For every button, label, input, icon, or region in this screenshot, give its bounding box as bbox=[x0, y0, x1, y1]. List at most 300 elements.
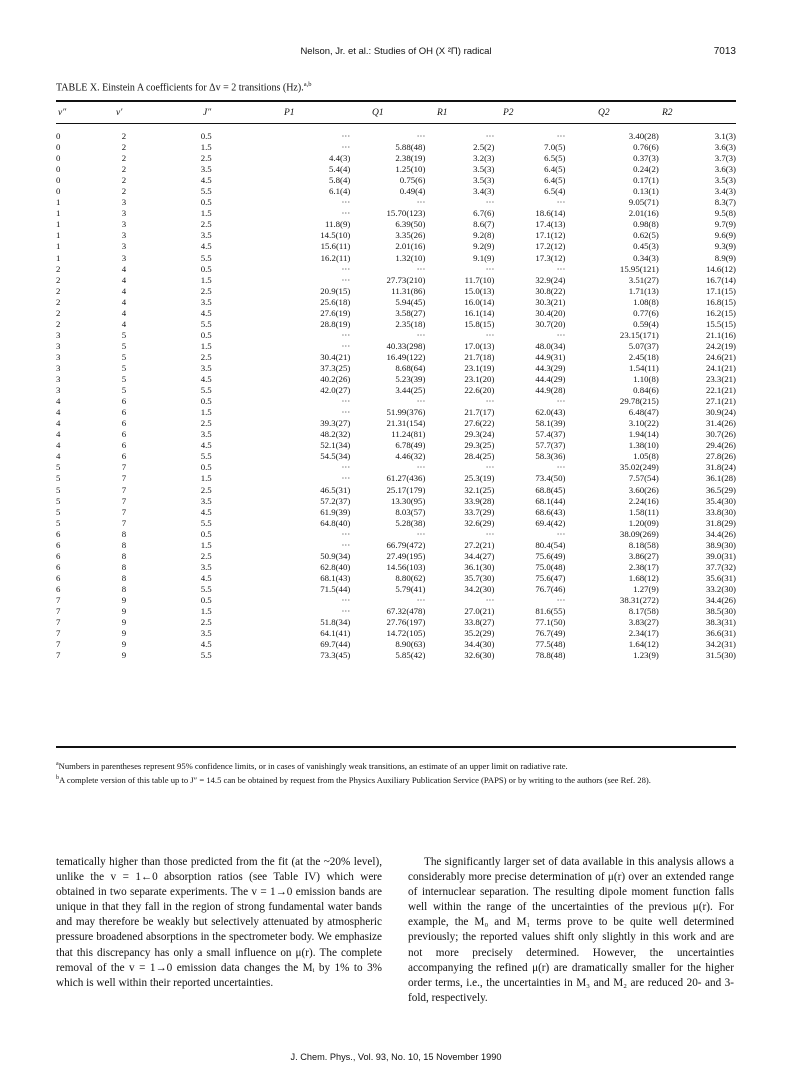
cell-p2: 6.5(4) bbox=[544, 186, 566, 197]
cell-q1: 8.80(62) bbox=[395, 572, 426, 583]
cell-j: 2.5 bbox=[200, 153, 212, 164]
cell-q2: 2.45(18) bbox=[628, 351, 659, 362]
cell-q2: 1.68(12) bbox=[628, 572, 659, 583]
cell-j: 3.5 bbox=[200, 429, 212, 440]
cell-v-upper: 3 bbox=[121, 208, 127, 219]
cell-q1: 16.49(122) bbox=[386, 351, 426, 362]
cell-q1: 5.94(45) bbox=[395, 296, 426, 307]
cell-j: 1.5 bbox=[200, 606, 212, 617]
cell-r2: 16.8(15) bbox=[705, 296, 736, 307]
cell-v-upper: 4 bbox=[121, 307, 127, 318]
cell-p2: 44.9(31) bbox=[535, 351, 566, 362]
cell-p2: 69.4(42) bbox=[535, 517, 566, 528]
cell-q1: 14.72(105) bbox=[386, 628, 426, 639]
cell-r1: 29.3(25) bbox=[464, 440, 495, 451]
cell-v-lower: 2 bbox=[56, 274, 61, 285]
cell-p2: 75.6(47) bbox=[535, 572, 566, 583]
cell-q1: 27.73(210) bbox=[386, 274, 426, 285]
cell-v-upper: 2 bbox=[121, 131, 127, 141]
cell-p1: 14.5(10) bbox=[320, 230, 351, 241]
cell-j: 4.5 bbox=[200, 639, 212, 650]
col-header-r2: R2 bbox=[662, 108, 673, 118]
cell-q1: 21.31(154) bbox=[386, 418, 426, 429]
cell-r1: 3.2(3) bbox=[473, 153, 495, 164]
table-row bbox=[56, 208, 736, 219]
cell-r2: 36.1(28) bbox=[705, 473, 736, 484]
cell-p2: 62.0(43) bbox=[535, 407, 566, 418]
cell-v-lower: 0 bbox=[56, 164, 61, 175]
table-title-footnote-marks: a,b bbox=[303, 81, 312, 88]
cell-v-upper: 9 bbox=[121, 650, 127, 661]
cell-j: 5.5 bbox=[200, 650, 212, 661]
cell-p1: 5.4(4) bbox=[329, 164, 351, 175]
cell-r1: 6.7(6) bbox=[473, 208, 495, 219]
cell-v-upper: 5 bbox=[121, 340, 127, 351]
table-row bbox=[56, 451, 736, 462]
cell-r2: 38.9(30) bbox=[705, 539, 736, 550]
cell-v-lower: 0 bbox=[56, 131, 61, 141]
cell-p2: 76.7(46) bbox=[535, 583, 566, 594]
cell-r1: ··· bbox=[485, 197, 495, 208]
table-row bbox=[56, 606, 736, 617]
col-header-q1: Q1 bbox=[372, 108, 384, 118]
cell-j: 3.5 bbox=[200, 230, 212, 241]
cell-q1: 27.49(195) bbox=[386, 550, 426, 561]
cell-q1: ··· bbox=[416, 131, 426, 141]
cell-q2: 35.02(249) bbox=[619, 462, 659, 473]
cell-p1: ··· bbox=[341, 197, 351, 208]
col-header-p2: P2 bbox=[503, 108, 514, 118]
cell-p2: 32.9(24) bbox=[535, 274, 566, 285]
cell-v-lower: 4 bbox=[56, 429, 61, 440]
cell-r1: 9.2(8) bbox=[473, 230, 495, 241]
cell-r1: 15.8(15) bbox=[464, 318, 495, 329]
cell-p2: ··· bbox=[556, 462, 566, 473]
cell-q1: 0.75(6) bbox=[399, 175, 426, 186]
cell-q2: 1.64(12) bbox=[628, 639, 659, 650]
table-row bbox=[56, 418, 736, 429]
cell-q1: 2.35(18) bbox=[395, 318, 426, 329]
table-row bbox=[56, 407, 736, 418]
cell-r1: 36.1(30) bbox=[464, 561, 495, 572]
cell-p1: ··· bbox=[341, 340, 351, 351]
cell-q2: 0.76(6) bbox=[633, 142, 659, 153]
cell-p1: ··· bbox=[341, 263, 351, 274]
cell-q1: 8.68(64) bbox=[395, 362, 426, 373]
cell-r2: 9.3(9) bbox=[714, 241, 736, 252]
cell-r2: 31.4(26) bbox=[705, 418, 736, 429]
cell-r1: 23.1(19) bbox=[464, 362, 495, 373]
cell-q2: 0.59(4) bbox=[633, 318, 659, 329]
cell-v-upper: 2 bbox=[121, 142, 127, 153]
cell-j: 0.5 bbox=[200, 462, 212, 473]
cell-r2: 38.5(30) bbox=[705, 606, 736, 617]
cell-v-lower: 5 bbox=[56, 506, 61, 517]
cell-v-upper: 2 bbox=[121, 164, 127, 175]
cell-v-upper: 7 bbox=[121, 484, 127, 495]
cell-p1: 57.2(37) bbox=[320, 495, 351, 506]
cell-v-upper: 3 bbox=[121, 241, 127, 252]
cell-q2: 1.54(11) bbox=[629, 362, 659, 373]
footnote-a bbox=[56, 758, 736, 772]
cell-j: 2.5 bbox=[200, 617, 212, 628]
cell-p1: 61.9(39) bbox=[320, 506, 351, 517]
cell-v-upper: 4 bbox=[121, 274, 127, 285]
cell-q2: 2.38(17) bbox=[628, 561, 659, 572]
cell-r2: 33.8(30) bbox=[705, 506, 736, 517]
cell-p2: 44.4(29) bbox=[535, 374, 566, 385]
cell-j: 4.5 bbox=[200, 241, 212, 252]
cell-q2: 15.95(121) bbox=[619, 263, 659, 274]
cell-q2: 9.05(71) bbox=[628, 197, 659, 208]
cell-q2: 0.13(1) bbox=[633, 186, 659, 197]
cell-p2: 75.6(49) bbox=[535, 550, 566, 561]
cell-r1: 16.0(14) bbox=[464, 296, 495, 307]
cell-r2: 16.2(15) bbox=[705, 307, 736, 318]
cell-v-upper: 6 bbox=[121, 418, 127, 429]
cell-q2: 1.71(13) bbox=[628, 285, 659, 296]
cell-j: 2.5 bbox=[200, 351, 212, 362]
cell-v-lower: 7 bbox=[56, 594, 61, 605]
cell-q1: ··· bbox=[416, 396, 426, 407]
cell-p2: 30.4(20) bbox=[535, 307, 566, 318]
table-row bbox=[56, 573, 736, 584]
table-row bbox=[56, 230, 736, 241]
cell-q1: 25.17(179) bbox=[386, 484, 426, 495]
table-row bbox=[56, 330, 736, 341]
cell-q1: 13.30(95) bbox=[390, 495, 426, 506]
table-row bbox=[56, 363, 736, 374]
table-row bbox=[56, 551, 736, 562]
table-row bbox=[56, 485, 736, 496]
cell-r1: ··· bbox=[485, 329, 495, 340]
cell-q1: 1.32(10) bbox=[395, 252, 426, 263]
cell-q2: 0.62(5) bbox=[633, 230, 659, 241]
cell-v-upper: 7 bbox=[121, 495, 127, 506]
cell-p1: ··· bbox=[341, 329, 351, 340]
cell-j: 3.5 bbox=[200, 362, 212, 373]
footnote-a-mark: a bbox=[56, 761, 59, 767]
cell-j: 4.5 bbox=[200, 175, 212, 186]
cell-v-upper: 9 bbox=[121, 639, 127, 650]
cell-j: 5.5 bbox=[200, 583, 212, 594]
cell-v-upper: 4 bbox=[121, 296, 127, 307]
table-row bbox=[56, 462, 736, 473]
cell-j: 3.5 bbox=[200, 628, 212, 639]
cell-v-lower: 0 bbox=[56, 175, 61, 186]
cell-j: 5.5 bbox=[200, 517, 212, 528]
table-title-text: TABLE X. Einstein A coefficients for Δv = 2 transitions (Hz). bbox=[56, 82, 304, 94]
cell-r1: ··· bbox=[485, 594, 495, 605]
cell-v-lower: 0 bbox=[56, 142, 61, 153]
col-header-v-upper: v′ bbox=[116, 108, 123, 118]
cell-v-lower: 5 bbox=[56, 495, 61, 506]
cell-p1: 50.9(34) bbox=[320, 550, 351, 561]
col-header-q2: Q2 bbox=[598, 108, 610, 118]
cell-q2: 5.07(37) bbox=[628, 340, 659, 351]
cell-q1: 66.79(472) bbox=[386, 539, 426, 550]
cell-v-upper: 3 bbox=[121, 230, 127, 241]
cell-v-lower: 3 bbox=[56, 385, 61, 396]
cell-v-lower: 1 bbox=[56, 219, 61, 230]
cell-v-lower: 2 bbox=[56, 296, 61, 307]
cell-r2: 15.5(15) bbox=[705, 318, 736, 329]
cell-r2: 8.3(7) bbox=[714, 197, 736, 208]
cell-q2: 1.23(9) bbox=[633, 650, 659, 661]
cell-v-upper: 2 bbox=[121, 153, 127, 164]
cell-q1: 5.85(42) bbox=[395, 650, 426, 661]
cell-j: 5.5 bbox=[200, 385, 212, 396]
cell-p1: 27.6(19) bbox=[320, 307, 351, 318]
cell-p1: ··· bbox=[341, 396, 351, 407]
table-row bbox=[56, 219, 736, 230]
cell-p2: 30.7(20) bbox=[535, 318, 566, 329]
cell-v-lower: 5 bbox=[56, 473, 61, 484]
cell-q1: 40.33(298) bbox=[386, 340, 426, 351]
journal-footer: J. Chem. Phys., Vol. 93, No. 10, 15 November 1990 bbox=[290, 1052, 502, 1062]
cell-j: 0.5 bbox=[200, 594, 212, 605]
cell-j: 4.5 bbox=[200, 440, 212, 451]
cell-p1: 11.8(9) bbox=[324, 219, 351, 230]
cell-p2: ··· bbox=[556, 594, 566, 605]
cell-q1: 51.99(376) bbox=[386, 407, 426, 418]
cell-v-lower: 6 bbox=[56, 583, 61, 594]
cell-v-lower: 3 bbox=[56, 351, 61, 362]
cell-q2: 0.17(1) bbox=[633, 175, 659, 186]
cell-p1: ··· bbox=[341, 462, 351, 473]
cell-r2: 23.3(21) bbox=[705, 374, 736, 385]
cell-j: 5.5 bbox=[200, 252, 212, 263]
table-body bbox=[56, 131, 736, 661]
cell-r1: 23.1(20) bbox=[464, 374, 495, 385]
cell-j: 5.5 bbox=[200, 318, 212, 329]
cell-p2: ··· bbox=[556, 396, 566, 407]
cell-v-upper: 8 bbox=[121, 572, 127, 583]
cell-q2: 1.05(8) bbox=[633, 451, 659, 462]
cell-v-lower: 5 bbox=[56, 484, 61, 495]
cell-r1: 33.9(28) bbox=[464, 495, 495, 506]
cell-j: 3.5 bbox=[200, 164, 212, 175]
cell-v-lower: 1 bbox=[56, 241, 61, 252]
cell-j: 1.5 bbox=[200, 208, 212, 219]
table-row bbox=[56, 297, 736, 308]
cell-r1: ··· bbox=[485, 528, 495, 539]
col-header-r1: R1 bbox=[437, 108, 448, 118]
cell-v-lower: 7 bbox=[56, 650, 61, 661]
cell-r2: 30.7(26) bbox=[705, 429, 736, 440]
cell-q2: 1.27(9) bbox=[633, 583, 659, 594]
table-row bbox=[56, 341, 736, 352]
cell-p1: 64.1(41) bbox=[320, 628, 351, 639]
cell-r2: 3.4(3) bbox=[714, 186, 736, 197]
cell-r1: 17.0(13) bbox=[464, 340, 495, 351]
cell-p1: ··· bbox=[341, 528, 351, 539]
cell-q2: 23.15(171) bbox=[619, 329, 659, 340]
cell-q2: 1.08(8) bbox=[633, 296, 659, 307]
cell-r1: ··· bbox=[485, 131, 495, 141]
cell-r1: 29.3(24) bbox=[464, 429, 495, 440]
cell-q2: 3.40(28) bbox=[628, 131, 659, 141]
table-row bbox=[56, 496, 736, 507]
col-header-p1: P1 bbox=[284, 108, 295, 118]
running-head bbox=[56, 46, 736, 60]
cell-v-upper: 6 bbox=[121, 429, 127, 440]
cell-p1: 54.5(34) bbox=[320, 451, 351, 462]
table-row bbox=[56, 253, 736, 264]
cell-r1: 27.6(22) bbox=[464, 418, 495, 429]
cell-p2: 44.3(29) bbox=[535, 362, 566, 373]
table-row bbox=[56, 385, 736, 396]
cell-r1: 33.7(29) bbox=[464, 506, 495, 517]
table-row bbox=[56, 142, 736, 153]
footnote-a-text: Numbers in parentheses represent 95% confidence limits, or in cases of vanishingly weak transitions, an estimate of an upper limit on radiative rate. bbox=[58, 760, 568, 771]
cell-q1: 5.88(48) bbox=[395, 142, 426, 153]
cell-p2: 58.1(39) bbox=[535, 418, 566, 429]
cell-r1: 9.2(9) bbox=[473, 241, 495, 252]
cell-p1: 40.2(26) bbox=[320, 374, 351, 385]
cell-v-upper: 5 bbox=[121, 374, 127, 385]
cell-j: 4.5 bbox=[200, 572, 212, 583]
cell-r1: 32.6(29) bbox=[464, 517, 495, 528]
cell-q1: 1.25(10) bbox=[395, 164, 426, 175]
cell-q1: 6.78(49) bbox=[395, 440, 426, 451]
cell-p1: 37.3(25) bbox=[320, 362, 351, 373]
cell-v-lower: 7 bbox=[56, 639, 61, 650]
cell-j: 5.5 bbox=[200, 186, 212, 197]
cell-q1: 5.23(39) bbox=[395, 374, 426, 385]
cell-q2: 1.58(11) bbox=[629, 506, 659, 517]
cell-j: 1.5 bbox=[200, 340, 212, 351]
cell-p2: ··· bbox=[556, 263, 566, 274]
cell-r1: 32.6(30) bbox=[464, 650, 495, 661]
cell-v-upper: 8 bbox=[121, 550, 127, 561]
cell-r2: 9.6(9) bbox=[714, 230, 736, 241]
cell-p1: 20.9(15) bbox=[320, 285, 351, 296]
body-column-right bbox=[408, 855, 734, 1006]
cell-p1: 68.1(43) bbox=[320, 572, 351, 583]
cell-v-upper: 6 bbox=[121, 407, 127, 418]
col-header-v-lower: v″ bbox=[58, 108, 67, 118]
cell-r2: 36.5(29) bbox=[705, 484, 736, 495]
cell-q1: 5.79(41) bbox=[395, 583, 426, 594]
cell-p2: 78.8(48) bbox=[535, 650, 566, 661]
cell-p1: 46.5(31) bbox=[320, 484, 351, 495]
cell-r1: 3.5(3) bbox=[473, 175, 495, 186]
cell-q1: 27.76(197) bbox=[386, 617, 426, 628]
cell-q2: 3.83(27) bbox=[628, 617, 659, 628]
cell-v-upper: 3 bbox=[121, 219, 127, 230]
table-row bbox=[56, 584, 736, 595]
cell-p2: 6.4(5) bbox=[544, 164, 566, 175]
table-row bbox=[56, 241, 736, 252]
table-bottom-rule bbox=[56, 746, 736, 748]
cell-p2: 48.0(34) bbox=[535, 340, 566, 351]
table-row bbox=[56, 639, 736, 650]
cell-v-upper: 8 bbox=[121, 583, 127, 594]
cell-r1: 11.7(10) bbox=[464, 274, 495, 285]
cell-j: 1.5 bbox=[200, 539, 212, 550]
cell-p1: 73.3(45) bbox=[320, 650, 351, 661]
cell-r2: 34.4(26) bbox=[705, 528, 736, 539]
cell-q2: 0.45(3) bbox=[633, 241, 659, 252]
cell-q1: 6.39(50) bbox=[395, 219, 426, 230]
cell-j: 2.5 bbox=[200, 219, 212, 230]
cell-j: 4.5 bbox=[200, 374, 212, 385]
cell-v-upper: 9 bbox=[121, 606, 127, 617]
cell-p1: 4.4(3) bbox=[329, 153, 351, 164]
cell-p2: 57.7(37) bbox=[535, 440, 566, 451]
cell-p2: 30.8(22) bbox=[535, 285, 566, 296]
cell-q2: 1.20(09) bbox=[628, 517, 659, 528]
table-header-rule bbox=[56, 123, 736, 124]
cell-q1: 3.58(27) bbox=[395, 307, 426, 318]
cell-q2: 1.38(10) bbox=[628, 440, 659, 451]
cell-p1: 6.1(4) bbox=[329, 186, 351, 197]
cell-q2: 1.94(14) bbox=[628, 429, 659, 440]
cell-r1: ··· bbox=[485, 396, 495, 407]
cell-v-lower: 2 bbox=[56, 318, 61, 329]
cell-p1: 62.8(40) bbox=[320, 561, 351, 572]
cell-p1: 42.0(27) bbox=[320, 385, 351, 396]
cell-v-lower: 6 bbox=[56, 528, 61, 539]
cell-j: 4.5 bbox=[200, 307, 212, 318]
cell-v-upper: 5 bbox=[121, 351, 127, 362]
cell-v-lower: 4 bbox=[56, 418, 61, 429]
cell-p1: 28.8(19) bbox=[320, 318, 351, 329]
cell-r1: 9.1(9) bbox=[473, 252, 495, 263]
table-row bbox=[56, 473, 736, 484]
cell-p1: 15.6(11) bbox=[320, 241, 351, 252]
table-row bbox=[56, 540, 736, 551]
table-row bbox=[56, 175, 736, 186]
cell-r2: 3.5(3) bbox=[714, 175, 736, 186]
cell-p1: 25.6(18) bbox=[320, 296, 351, 307]
cell-p1: ··· bbox=[341, 473, 351, 484]
footnote-b bbox=[56, 772, 736, 786]
table-row bbox=[56, 562, 736, 573]
cell-v-upper: 6 bbox=[121, 396, 127, 407]
cell-p2: ··· bbox=[556, 329, 566, 340]
cell-v-upper: 9 bbox=[121, 617, 127, 628]
cell-v-lower: 5 bbox=[56, 462, 61, 473]
cell-q2: 0.98(8) bbox=[633, 219, 659, 230]
cell-j: 0.5 bbox=[200, 528, 212, 539]
cell-v-lower: 6 bbox=[56, 572, 61, 583]
cell-p2: 77.5(48) bbox=[535, 639, 566, 650]
cell-p2: 81.6(55) bbox=[535, 606, 566, 617]
cell-v-lower: 6 bbox=[56, 561, 61, 572]
cell-r1: 15.0(13) bbox=[464, 285, 495, 296]
cell-r2: 3.7(3) bbox=[714, 153, 736, 164]
table-row bbox=[56, 352, 736, 363]
cell-r2: 35.4(30) bbox=[705, 495, 736, 506]
cell-q2: 2.01(16) bbox=[628, 208, 659, 219]
cell-q2: 0.84(6) bbox=[633, 385, 659, 396]
cell-r2: 30.9(24) bbox=[705, 407, 736, 418]
cell-p2: 17.1(12) bbox=[535, 230, 566, 241]
cell-p2: 18.6(14) bbox=[535, 208, 566, 219]
cell-v-upper: 4 bbox=[121, 318, 127, 329]
cell-r1: 8.6(7) bbox=[473, 219, 495, 230]
cell-p2: 68.6(43) bbox=[535, 506, 566, 517]
cell-q1: 15.70(123) bbox=[386, 208, 426, 219]
cell-q1: 11.24(81) bbox=[391, 429, 426, 440]
cell-r2: 9.7(9) bbox=[714, 219, 736, 230]
cell-v-upper: 6 bbox=[121, 451, 127, 462]
cell-p2: 57.4(37) bbox=[535, 429, 566, 440]
cell-r2: 3.6(3) bbox=[714, 164, 736, 175]
table-row bbox=[56, 197, 736, 208]
